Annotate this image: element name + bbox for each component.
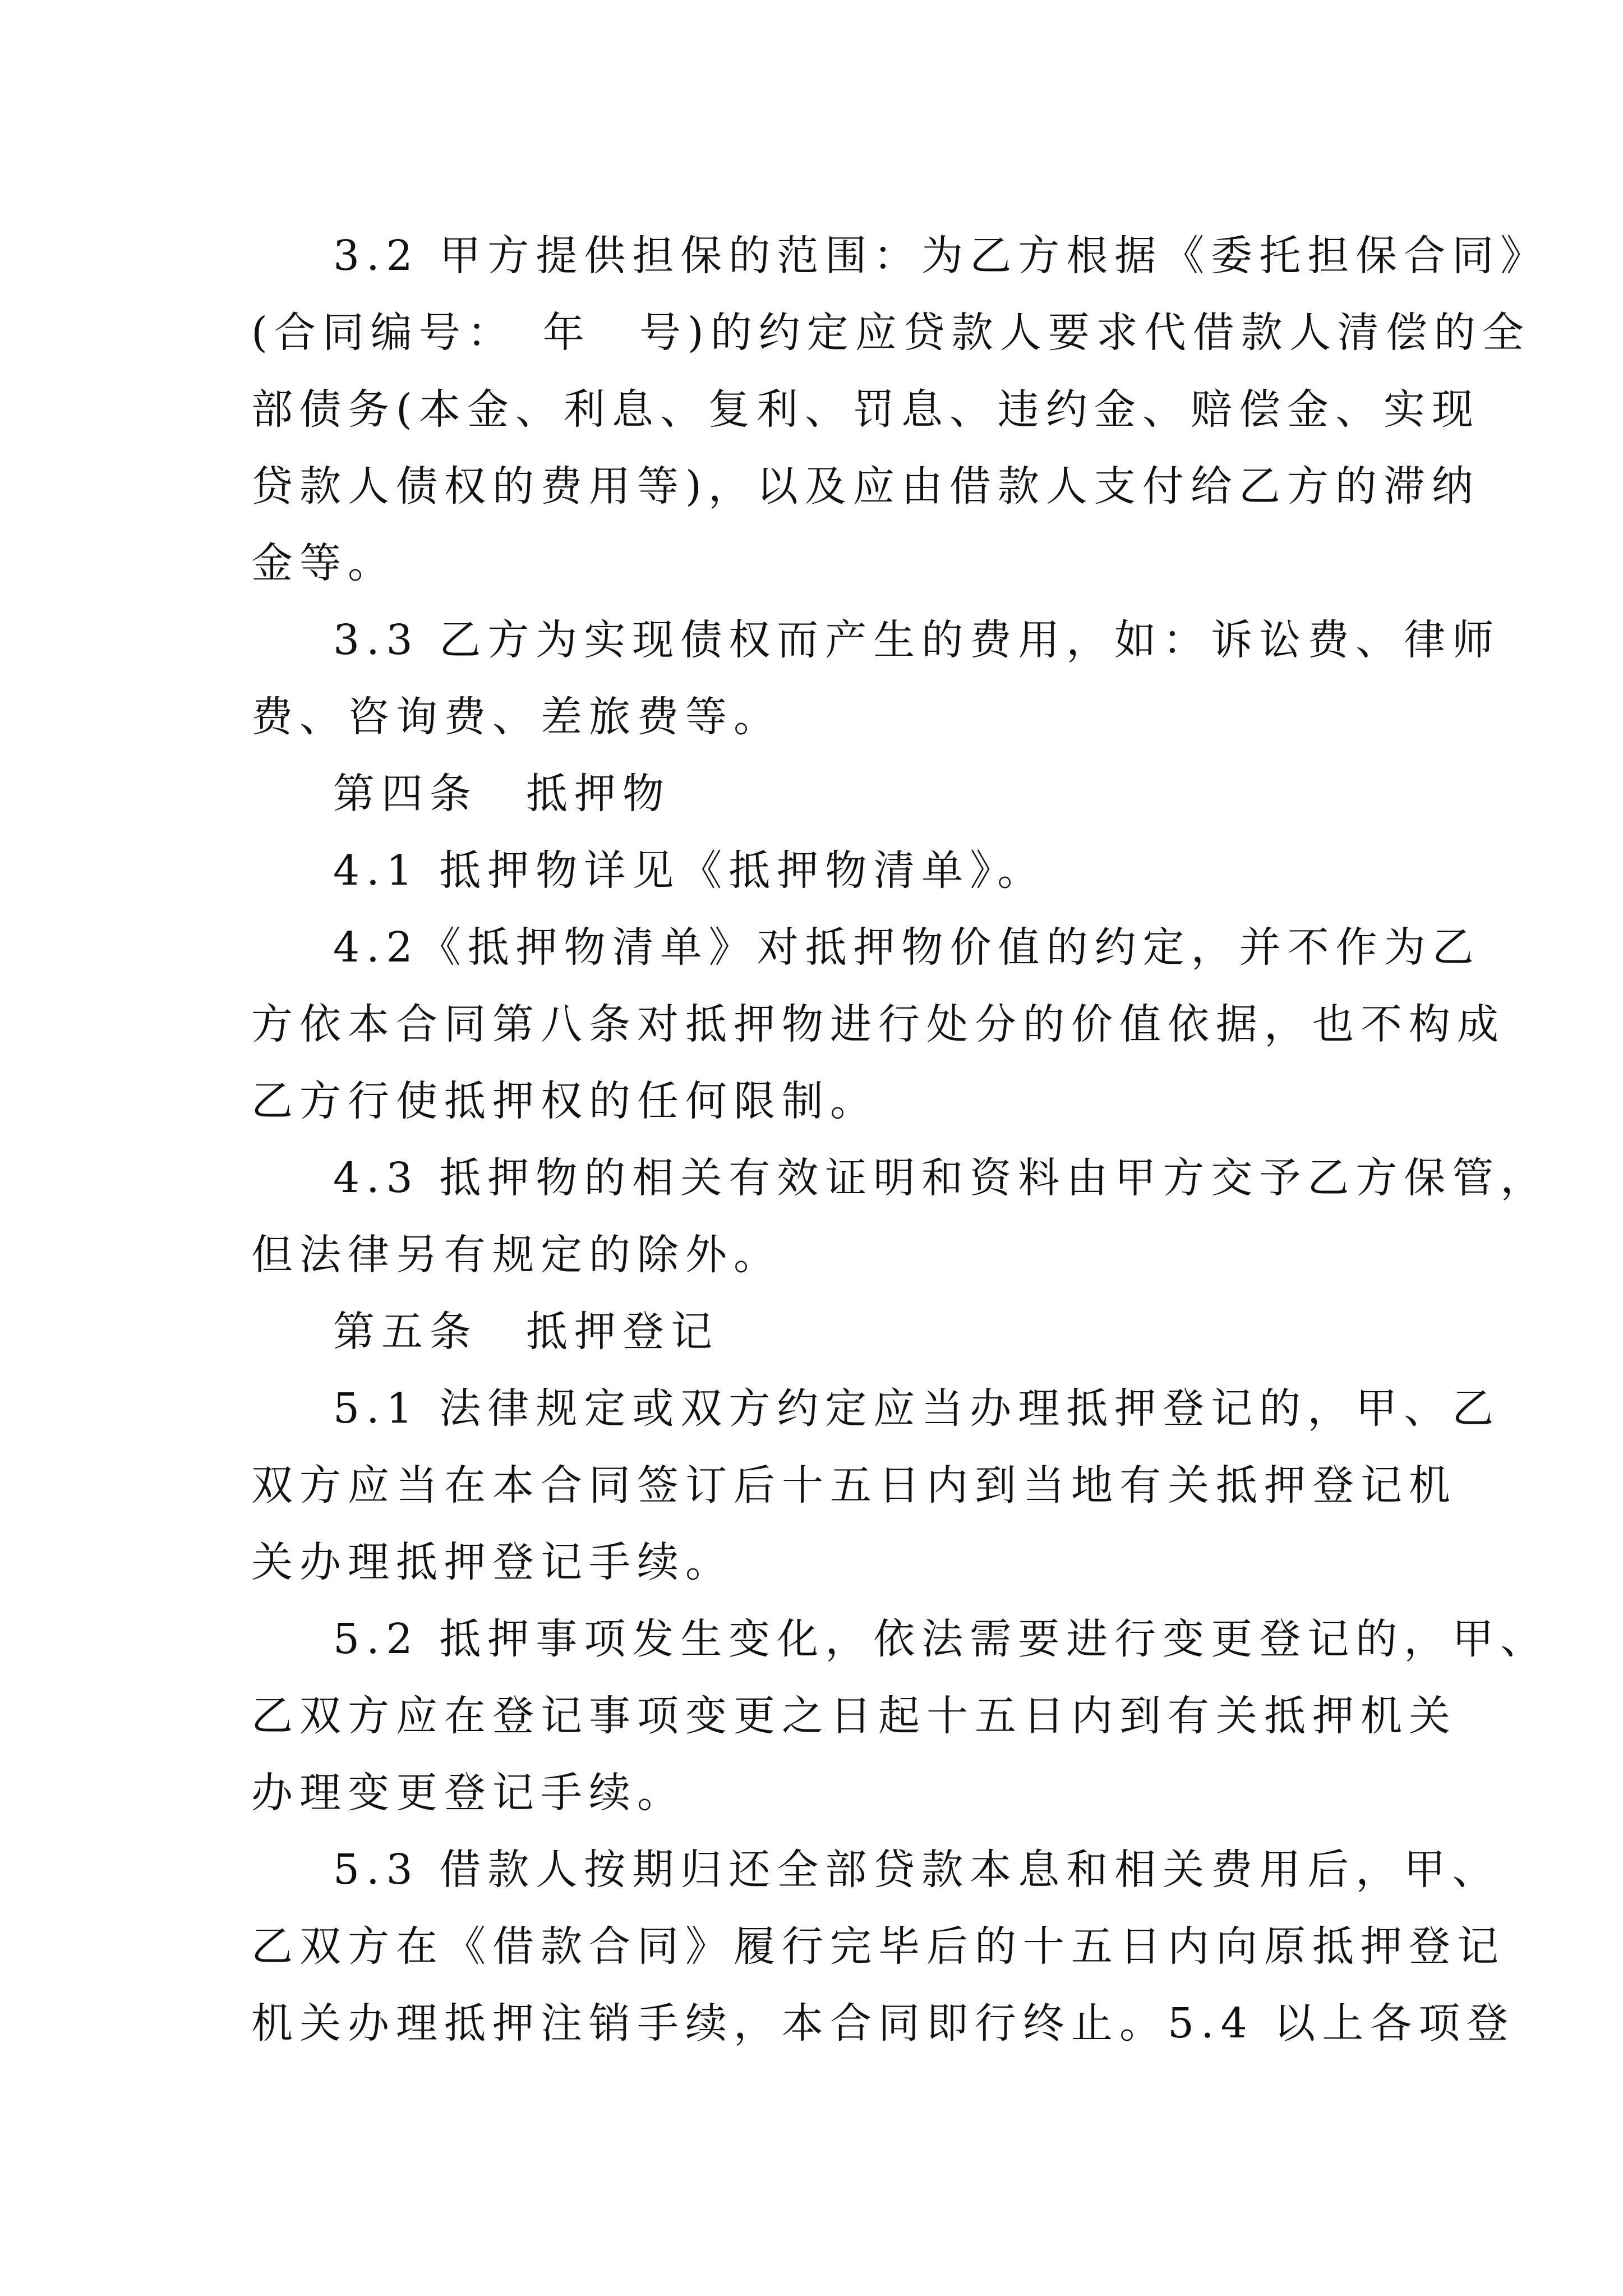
clause-5-3-line-3: 机关办理抵押注销手续，本合同即行终止。5.4 以上各项登	[251, 1999, 1515, 2047]
document-body	[251, 218, 1549, 2062]
clause-3-3-line-1: 3.3 乙方为实现债权而产生的费用，如：诉讼费、律师	[333, 616, 1501, 664]
clause-5-1-line-2: 双方应当在本合同签订后十五日内到当地有关抵押登记机	[251, 1461, 1457, 1510]
clause-4-3-line-2: 但法律另有规定的除外。	[251, 1231, 782, 1279]
clause-5-2-line-3: 办理变更登记手续。	[251, 1769, 685, 1817]
clause-3-2-line-4: 贷款人债权的费用等)，以及应由借款人支付给乙方的滞纳	[251, 462, 1480, 510]
clause-5-3-line-1: 5.3 借款人按期归还全部贷款本息和相关费用后，甲、	[333, 1846, 1501, 1894]
article-5-heading: 第五条 抵押登记	[333, 1308, 719, 1356]
clause-3-3-line-2: 费、咨询费、差旅费等。	[251, 693, 782, 741]
article-4-heading: 第四条 抵押物	[333, 770, 671, 818]
clause-3-2-line-5: 金等。	[251, 539, 396, 587]
clause-5-3-line-2: 乙双方在《借款合同》履行完毕后的十五日内向原抵押登记	[251, 1922, 1505, 1971]
clause-4-2-line-2: 方依本合同第八条对抵押物进行处分的价值依据，也不构成	[251, 1000, 1505, 1048]
clause-3-2-line-3: 部债务(本金、利息、复利、罚息、违约金、赔偿金、实现	[251, 385, 1480, 434]
clause-5-1-line-1: 5.1 法律规定或双方约定应当办理抵押登记的，甲、乙	[333, 1384, 1501, 1433]
clause-3-2-line-2: (合同编号： 年 号)的约定应贷款人要求代借款人清偿的全	[251, 309, 1530, 357]
clause-4-2-line-1: 4.2《抵押物清单》对抵押物价值的约定，并不作为乙	[333, 923, 1481, 972]
clause-5-1-line-3: 关办理抵押登记手续。	[251, 1538, 734, 1586]
clause-5-2-line-2: 乙双方应在登记事项变更之日起十五日内到有关抵押机关	[251, 1692, 1457, 1740]
clause-3-2-line-1: 3.2 甲方提供担保的范围：为乙方根据《委托担保合同》	[333, 232, 1549, 280]
clause-4-1-line-1: 4.1 抵押物详见《抵押物清单》。	[333, 846, 1046, 895]
clause-4-2-line-3: 乙方行使抵押权的任何限制。	[251, 1077, 878, 1125]
clause-5-2-line-1: 5.2 抵押事项发生变化，依法需要进行变更登记的，甲、	[333, 1615, 1549, 1663]
clause-4-3-line-1: 4.3 抵押物的相关有效证明和资料由甲方交予乙方保管，	[333, 1154, 1549, 1202]
